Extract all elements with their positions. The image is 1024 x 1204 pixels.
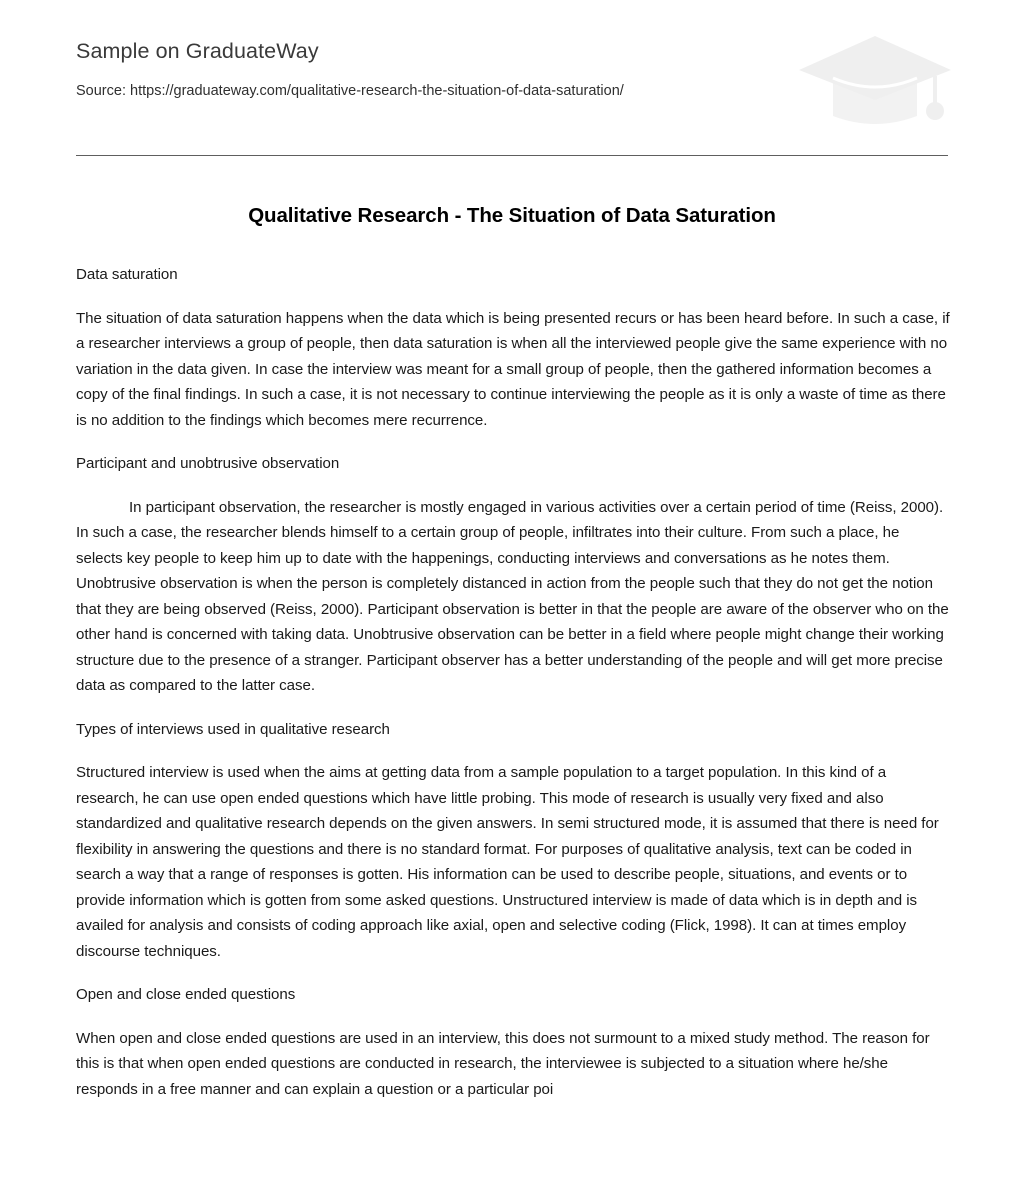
spacer [76, 433, 950, 451]
section-heading-participant-observation: Participant and unobtrusive observation [76, 455, 340, 472]
spacer [76, 964, 950, 982]
spacer [76, 699, 950, 717]
page-title: Qualitative Research - The Situation of Data Saturation [248, 204, 776, 227]
section-body-participant-observation: In participant observation, the researcher is mostly engaged in various activities over a certain period of time (Reiss, 2000). In such a case, the researcher blends himself to a certain group of people, infiltrates into their culture. From such a place, he selects key people to keep him up to date with the happenings, conducting interviews and conversations as he notes them. Unobtrusive observation is when the person is completely distanced in action from the people such that they do not get the notion that they are being observed (Reiss, 2000). Participant observation is better in that the people are aware of the observer who on the other hand is concerned with taking data. Unobtrusive observation can be better in a field where people might change their working structure due to the presence of a stranger. Participant observer has a better understanding of the people and will get more precise data as compared to the latter case. [76, 498, 949, 694]
source-url[interactable]: https://graduateway.com/qualitative-research-the-situation-of-data-saturation/ [130, 83, 624, 99]
source-line [76, 81, 948, 101]
section-heading-data-saturation: Data saturation [76, 266, 178, 283]
document-body [76, 262, 950, 1102]
section-body-data-saturation: The situation of data saturation happens when the data which is being presented recurs or has been heard before. In such a case, if a researcher interviews a group of people, then data saturation is when all the interviewed people give the same experience with no variation in the data given. In case the interview was meant for a small group of people, then the gathered information becomes a copy of the final findings. In such a case, it is not necessary to continue interviewing the people as it is only a waste of time as there is no addition to the findings which becomes mere recurrence. [76, 309, 950, 429]
spacer [76, 288, 950, 306]
brand-title: Sample on GraduateWay [76, 39, 319, 63]
spacer [76, 742, 950, 760]
page-header [76, 38, 948, 101]
source-label: Source: [76, 83, 126, 99]
section-body-open-close-questions: When open and close ended questions are used in an interview, this does not surmount to a mixed study method. The reason for this is that when open ended questions are conducted in research, the interviewee is subjected to a situation where he/she responds in a free manner and can explain a question or a particular poi [76, 1029, 930, 1098]
section-heading-open-close-questions: Open and close ended questions [76, 986, 296, 1003]
header-divider [76, 155, 948, 156]
spacer [76, 477, 950, 495]
spacer [76, 1008, 950, 1026]
section-body-types-of-interviews: Structured interview is used when the aims at getting data from a sample population to a target population. In this kind of a research, he can use open ended questions which have little probing. This mode of research is usually very fixed and also standardized and qualitative research depends on the given answers. In semi structured mode, it is assumed that there is need for flexibility in answering the questions and there is no standard format. For purposes of qualitative analysis, text can be coded in search a way that a range of responses is gotten. His information can be used to describe people, situations, and events or to provide information which is gotten from some asked questions. Unstructured interview is made of data which is in depth and is availed for analysis and consists of coding approach like axial, open and selective coding (Flick, 1998). It can at times employ discourse techniques. [76, 764, 939, 960]
section-heading-types-of-interviews: Types of interviews used in qualitative research [76, 720, 390, 738]
